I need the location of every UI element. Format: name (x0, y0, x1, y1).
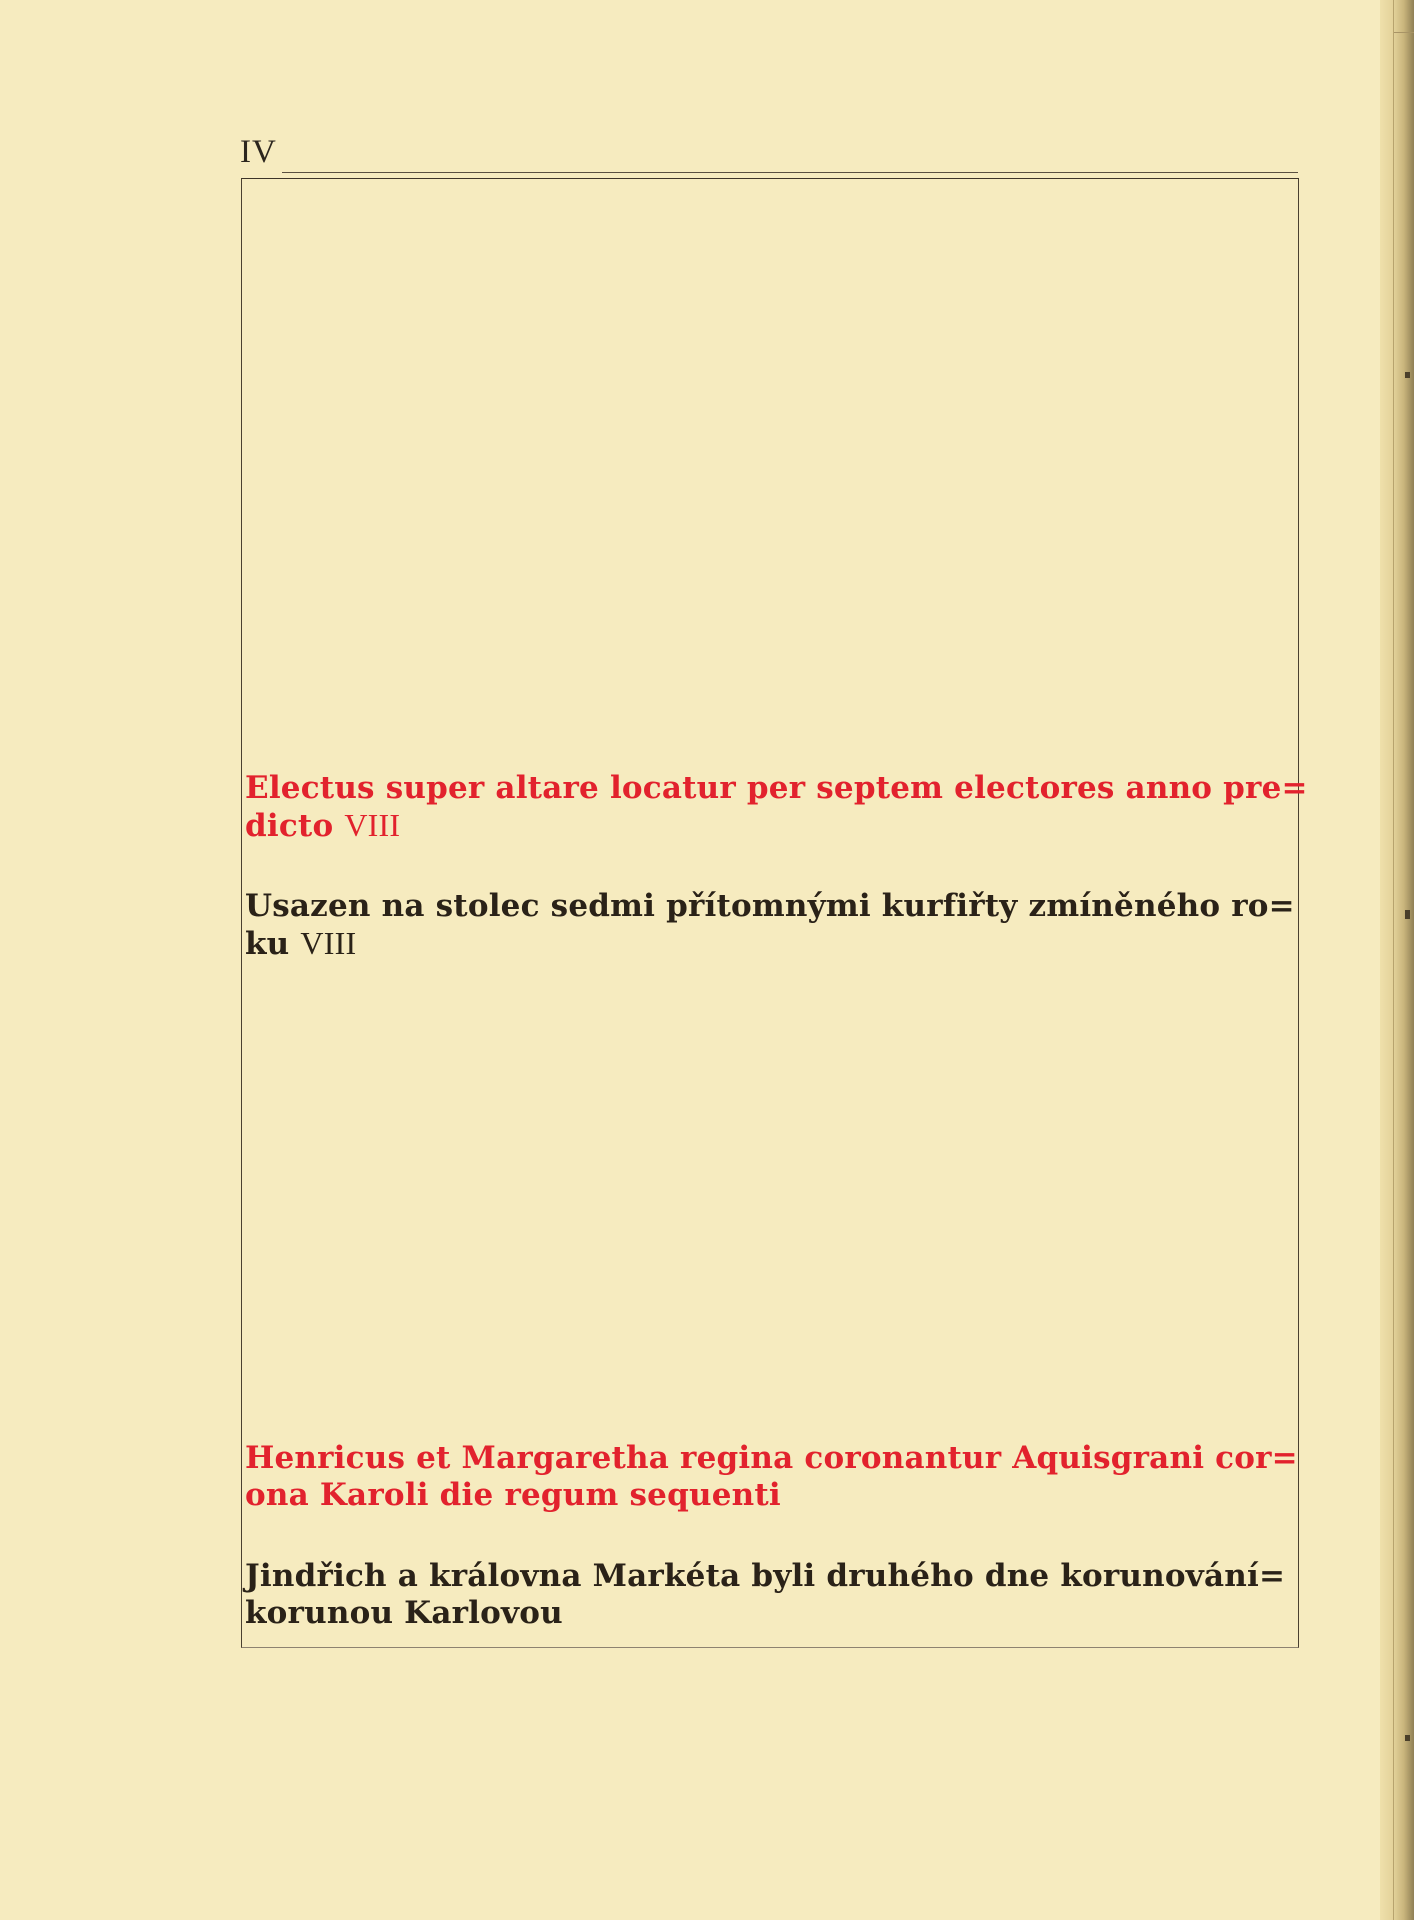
caption-line (245, 925, 1290, 963)
binding-line (1393, 0, 1394, 1920)
edge-mark (1405, 910, 1410, 919)
folio-number: IV (240, 134, 277, 170)
roman-numeral: VIII (344, 807, 401, 843)
caption-line (245, 807, 1290, 845)
caption-line: Jindřich a královna Markéta byli druhého dne korunování= (245, 1558, 1286, 1594)
latin-caption-2 (245, 1440, 1298, 1514)
caption-line: Henricus et Margaretha regina coronantur Aquisgrani cor= (245, 1440, 1298, 1476)
latin-caption-1 (245, 770, 1308, 845)
edge-mark (1405, 1735, 1410, 1741)
caption-line: korunou Karlovou (245, 1595, 563, 1631)
frame-top-rule (282, 172, 1298, 173)
caption-line: Electus super altare locatur per septem electores anno pre= (245, 770, 1308, 806)
czech-caption-2 (245, 1558, 1290, 1632)
edge-mark (1394, 32, 1414, 33)
edge-mark (1405, 372, 1410, 378)
caption-text: dicto (245, 808, 334, 844)
czech-caption-1 (245, 888, 1295, 963)
caption-line: Usazen na stolec sedmi přítomnými kurfiřty zmíněného ro= (245, 888, 1295, 924)
page-edge (1380, 0, 1414, 1920)
caption-text: ku (245, 926, 290, 962)
roman-numeral: VIII (300, 925, 357, 961)
caption-line: ona Karoli die regum sequenti (245, 1477, 781, 1513)
